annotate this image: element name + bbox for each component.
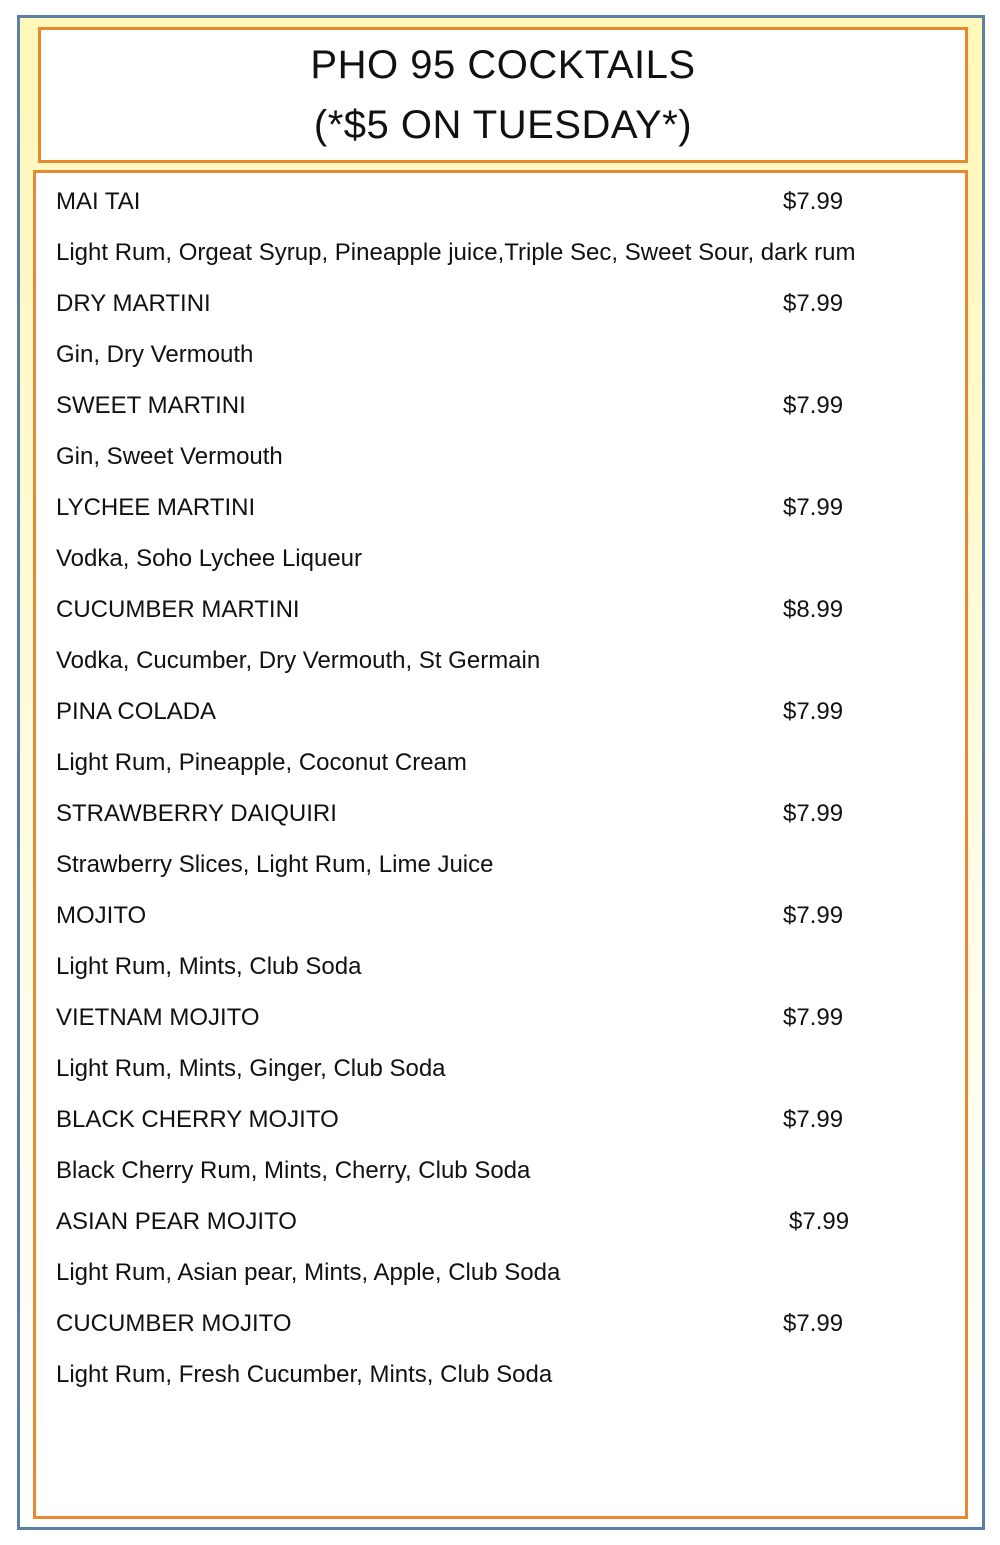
- item-description: Vodka, Cucumber, Dry Vermouth, St Germain: [56, 647, 541, 674]
- menu-item: [56, 479, 956, 581]
- item-price: $7.99: [783, 290, 844, 317]
- item-description: Light Rum, Pineapple, Coconut Cream: [56, 749, 467, 776]
- menu-item: [56, 1193, 956, 1295]
- cocktail-list: [56, 173, 956, 1397]
- item-price: $7.99: [783, 392, 844, 419]
- item-description: Gin, Dry Vermouth: [56, 341, 254, 368]
- menu-item: [56, 683, 956, 785]
- item-name: MOJITO: [56, 902, 147, 929]
- cocktail-list-box: [33, 170, 968, 1519]
- item-name: STRAWBERRY DAIQUIRI: [56, 800, 337, 827]
- item-name: ASIAN PEAR MOJITO: [56, 1208, 297, 1235]
- item-description: Black Cherry Rum, Mints, Cherry, Club Soda: [56, 1157, 531, 1184]
- item-price: $8.99: [783, 596, 844, 623]
- menu-item: [56, 275, 956, 377]
- menu-item: [56, 173, 956, 275]
- item-description: Gin, Sweet Vermouth: [56, 443, 283, 470]
- item-description: Strawberry Slices, Light Rum, Lime Juice: [56, 851, 494, 878]
- item-price: $7.99: [783, 1004, 844, 1031]
- item-name: MAI TAI: [56, 188, 141, 215]
- menu-item: [56, 887, 956, 989]
- menu-item: [56, 1091, 956, 1193]
- item-price: $7.99: [783, 494, 844, 521]
- item-price: $7.99: [783, 1106, 844, 1133]
- item-name: CUCUMBER MARTINI: [56, 596, 300, 623]
- item-description: Vodka, Soho Lychee Liqueur: [56, 545, 363, 572]
- item-description: Light Rum, Mints, Club Soda: [56, 953, 362, 980]
- item-price: $7.99: [789, 1208, 850, 1235]
- item-price: $7.99: [783, 902, 844, 929]
- item-price: $7.99: [783, 800, 844, 827]
- item-name: SWEET MARTINI: [56, 392, 246, 419]
- menu-subtitle: (*$5 ON TUESDAY*): [313, 103, 693, 147]
- menu-item: [56, 989, 956, 1091]
- item-name: CUCUMBER MOJITO: [56, 1310, 292, 1337]
- item-name: PINA COLADA: [56, 698, 217, 725]
- menu-title-box: [38, 27, 968, 163]
- item-price: $7.99: [783, 188, 844, 215]
- menu-item: [56, 581, 956, 683]
- menu-title: PHO 95 COCKTAILS: [310, 43, 696, 87]
- item-name: VIETNAM MOJITO: [56, 1004, 260, 1031]
- menu-item: [56, 785, 956, 887]
- item-description: Light Rum, Orgeat Syrup, Pineapple juice,Triple Sec, Sweet Sour, dark rum: [56, 239, 856, 266]
- menu-item: [56, 1295, 956, 1397]
- item-description: Light Rum, Fresh Cucumber, Mints, Club Soda: [56, 1361, 553, 1388]
- item-description: Light Rum, Asian pear, Mints, Apple, Club Soda: [56, 1259, 561, 1286]
- item-name: DRY MARTINI: [56, 290, 211, 317]
- item-price: $7.99: [783, 1310, 844, 1337]
- item-description: Light Rum, Mints, Ginger, Club Soda: [56, 1055, 446, 1082]
- menu-item: [56, 377, 956, 479]
- item-name: BLACK CHERRY MOJITO: [56, 1106, 339, 1133]
- item-price: $7.99: [783, 698, 844, 725]
- item-name: LYCHEE MARTINI: [56, 494, 256, 521]
